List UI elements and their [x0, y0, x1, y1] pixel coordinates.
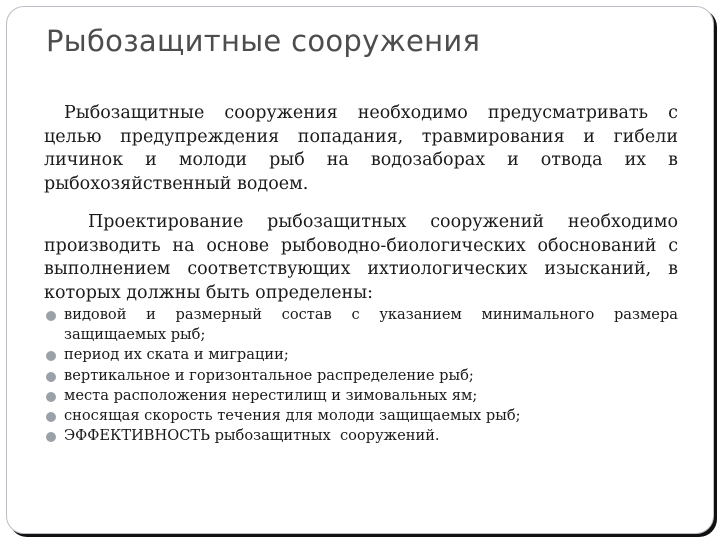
list-item	[44, 366, 678, 386]
list-item-text: вертикальное и горизонтальное распределение рыб;	[64, 366, 474, 384]
list-item-text: места расположения нерестилищ и зимовальных ям;	[64, 386, 478, 404]
bullet-icon	[46, 372, 56, 382]
bullet-icon	[46, 392, 56, 402]
list-item-text: сносящая скорость течения для молоди защищаемых рыб;	[64, 407, 521, 425]
paragraph-purpose: Рыбозащитные сооружения необходимо предусматривать с целью предупреждения попадания, травмирования и гибели личинок и молоди рыб на водозаборах и отвода их в рыбохозяйственный водоем.	[44, 103, 678, 194]
list-item	[44, 426, 678, 446]
list-item-text: видовой и размерный состав с указанием минимального размера защищаемых рыб;	[64, 306, 678, 344]
bullet-icon	[46, 412, 56, 422]
list-item	[44, 345, 678, 365]
bullet-icon	[46, 311, 56, 321]
paragraph-design-requirements: Проектирование рыбозащитных сооружений необходимо производить на основе рыбоводно-биологических обоснований с выполнением соответствующих ихтиологических изысканий, в которых должны быть определены:	[44, 212, 678, 303]
list-item	[44, 386, 678, 406]
list-item-text: ЭФФЕКТИВНОСТЬ рыбозащитных сооружений.	[64, 427, 440, 445]
requirements-list	[44, 305, 678, 446]
list-item-text: период их ската и миграции;	[64, 346, 289, 364]
slide-title: Рыбозащитные сооружения	[46, 24, 481, 58]
list-item	[44, 406, 678, 426]
bullet-icon	[46, 432, 56, 442]
list-item	[44, 305, 678, 345]
bullet-icon	[46, 351, 56, 361]
